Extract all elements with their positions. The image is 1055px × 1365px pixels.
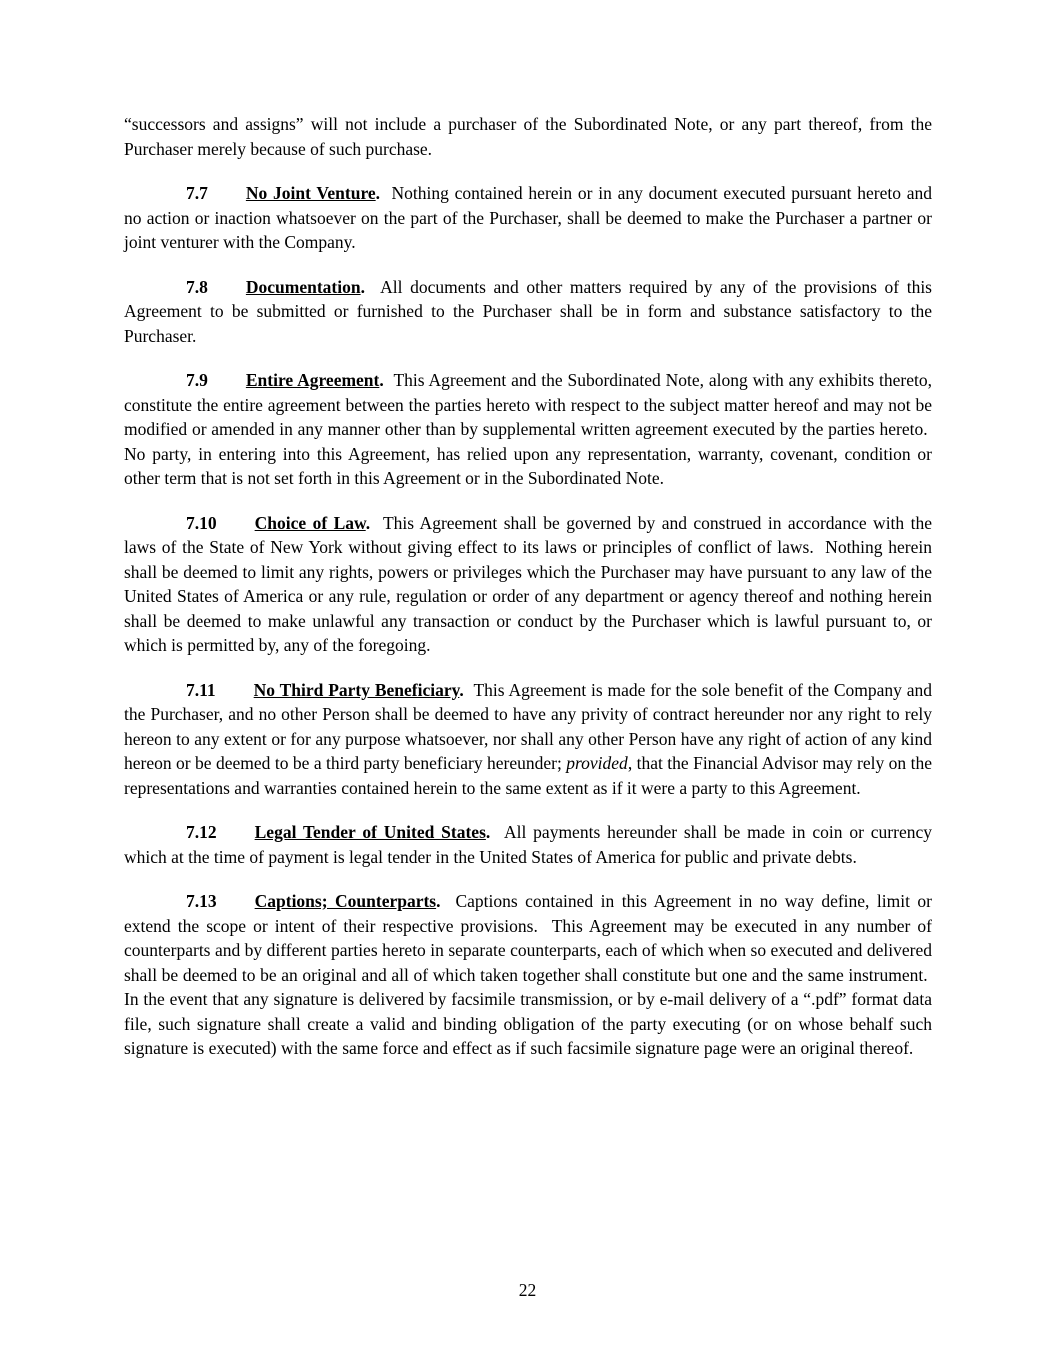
section-body-post: , that the Financial Advisor may rely on the representations and warranties contained herein to the same extent as if it were a party to this Agreement. [124,753,932,798]
section-heading: Documentation [245,276,361,297]
heading-separator: . [379,370,394,390]
section-7-7 [124,181,932,255]
section-body: This Agreement and the Subordinated Note, along with any exhibits thereto, constitute the entire agreement between the parties hereto with respect to the subject matter hereof and may not be modified or amended in any manner other than by supplemental written agreement executed by the parties hereto. No party, in entering into this Agreement, has relied upon any representation, warranty, covenant, condition or other term that is not set forth in this Agreement or in the Subordinated Note. [124,370,932,488]
page-number: 22 [518,1280,537,1300]
section-number: 7.13 [186,891,217,911]
section-number: 7.9 [186,370,208,390]
section-heading: No Third Party Beneficiary [253,679,460,700]
section-body: This Agreement shall be governed by and construed in accordance with the laws of the State of New York without giving effect to its laws or principles of conflict of laws. Nothing herein shall be deemed to limit any rights, powers or privileges which the Purchaser may have pursuant to any law of the United States of America or any rule, regulation or order of any department or agency thereof and nothing herein shall be deemed to make unlawful any transaction or conduct by the Purchaser which is lawful pursuant to, or which is permitted by, any of the foregoing. [124,512,932,655]
section-number: 7.12 [186,822,217,842]
heading-separator: . [459,679,474,700]
heading-separator: . [436,891,456,911]
section-7-8 [124,275,932,349]
continuation-text: “successors and assigns” will not include a purchaser of the Subordinated Note, or any part thereof, from the Purchaser merely because of such purchase. [124,114,932,159]
section-heading: No Joint Venture [245,183,376,203]
section-body: All documents and other matters required by any of the provisions of this Agreement to be submitted or furnished to the Purchaser shall be in form and substance satisfactory to the Purchaser. [124,276,932,346]
section-7-13 [124,889,932,1061]
heading-separator: . [375,183,392,203]
section-number: 7.10 [186,512,217,533]
heading-separator: . [485,822,504,842]
section-7-12 [124,820,932,869]
section-heading: Choice of Law [254,512,366,533]
section-heading: Entire Agreement [245,370,380,390]
section-number: 7.8 [186,276,208,297]
section-heading: Legal Tender of United States [254,822,486,842]
paragraph-continuation [124,112,932,161]
section-number: 7.11 [186,679,216,700]
section-body: Nothing contained herein or in any document executed pursuant hereto and no action or inaction whatsoever on the part of the Purchaser, shall be deemed to make the Purchaser a partner or joint venturer with the Company. [124,183,932,252]
section-body: Captions contained in this Agreement in no way define, limit or extend the scope or intent of their respective provisions. This Agreement may be executed in any number of counterparts and by different parties hereto in separate counterparts, each of which when so executed and delivered shall be deemed to be an original and all of which taken together shall constitute but one and the same instrument. In the event that any signature is delivered by facsimile transmission, or by e-mail delivery of a “.pdf” format data file, such signature shall create a valid and binding obligation of the party executing (or on whose behalf such signature is executed) with the same force and effect as if such facsimile signature page were an original thereof. [124,891,932,1058]
heading-separator: . [360,276,381,297]
section-body: All payments hereunder shall be made in coin or currency which at the time of payment is legal tender in the United States of America for public and private debts. [124,822,932,867]
heading-separator: . [365,512,383,533]
section-heading: Captions; Counterparts [254,891,437,911]
section-7-10 [124,511,932,658]
section-7-9 [124,368,932,491]
section-7-11 [124,678,932,801]
section-number: 7.7 [186,183,208,203]
italic-term: provided [566,753,628,773]
section-body-pre: This Agreement is made for the sole benefit of the Company and the Purchaser, and no other Person shall be deemed to have any privity of contract hereunder nor any right to rely hereon to any extent or for any purpose whatsoever, nor shall any other Person have any right of action of any kind hereon or be deemed to be a third party beneficiary hereunder; [124,679,933,773]
